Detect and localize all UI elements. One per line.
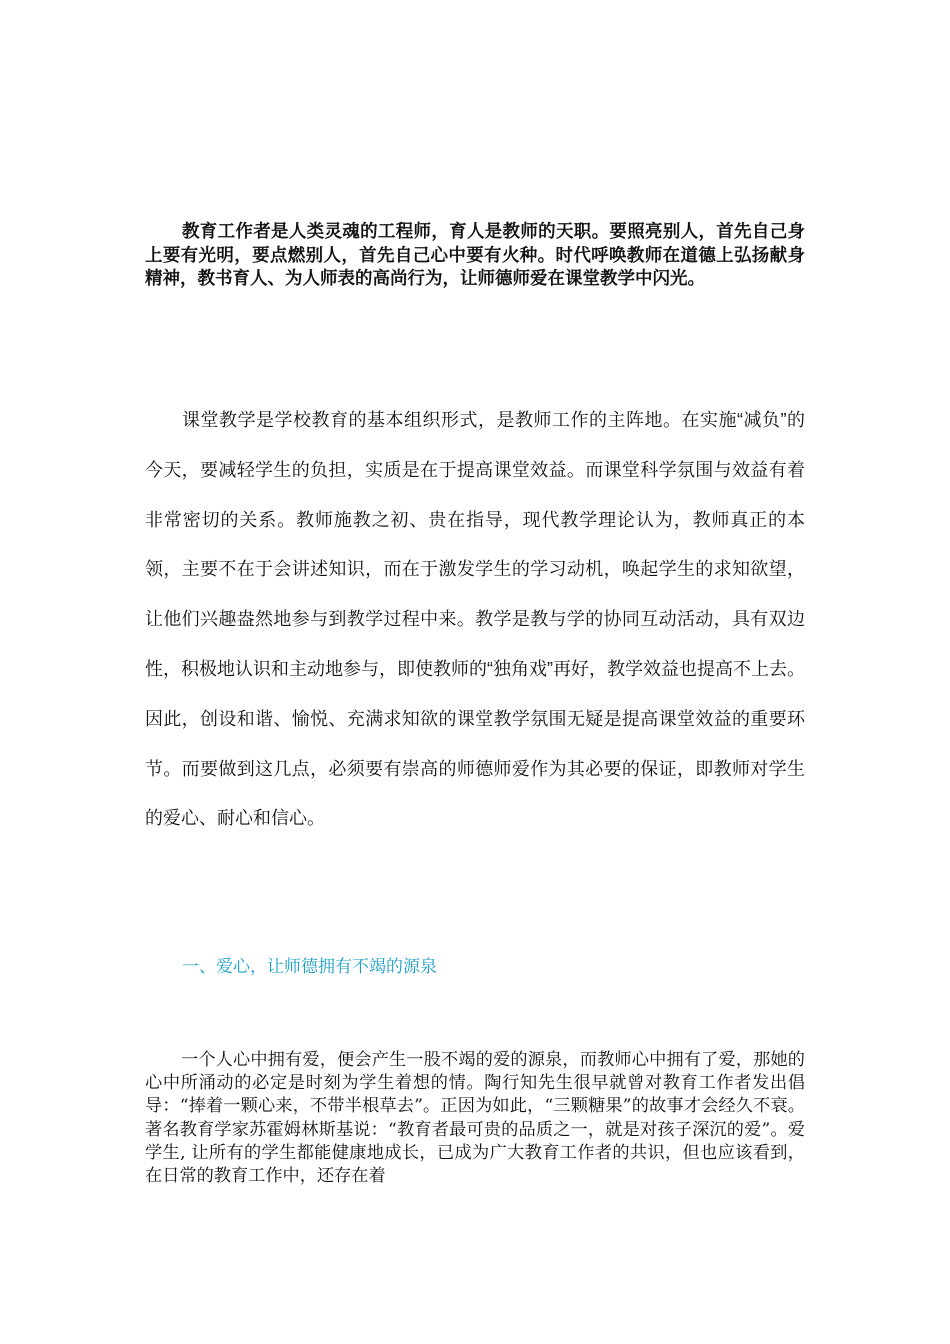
intro-paragraph: 教育工作者是人类灵魂的工程师，育人是教师的天职。要照亮别人，首先自己身上要有光明，要点燃别人，首先自己心中要有火种。时代呼唤教师在道德上弘扬献身精神，教书育人、为人师表的高尚行为，让师德师爱在课堂教学中闪光。 [145,222,805,289]
body-paragraph: 课堂教学是学校教育的基本组织形式，是教师工作的主阵地。在实施“减负”的今天，要减轻学生的负担，实质是在于提高课堂效益。而课堂科学氛围与效益有着非常密切的关系。教师施教之初、贵在指导，现代教学理论认为，教师真正的本领，主要不在于会讲述知识，而在于激发学生的学习动机，唤起学生的求知欲望，让他们兴趣盎然地参与到教学过程中来。教学是教与学的协同互动活动，具有双边性，积极地认识和主动地参与，即使教师的“独角戏”再好，教学效益也提高不上去。因此，创设和谐、愉悦、充满求知欲的课堂教学氛围无疑是提高课堂效益的重要环节。而要做到这几点，必须要有崇高的师德师爱作为其必要的保证，即教师对学生的爱心、耐心和信心。 [145,410,805,829]
section-heading: 一、爱心，让师德拥有不竭的源泉 [182,957,437,977]
section-paragraph: 一个人心中拥有爱，便会产生一股不竭的爱的源泉，而教师心中拥有了爱，那她的心中所涌动的必定是时刻为学生着想的情。陶行知先生很早就曾对教育工作者发出倡导：“捧着一颗心来，不带半根草去”。正因为如此，“三颗糖果”的故事才会经久不衰。著名教育学家苏霍姆林斯基说：“教育者最可贵的品质之一，就是对孩子深沉的爱”。爱学生, 让所有的学生都能健康地成长，已成为广大教育工作者的共识，但也应该看到，在日常的教育工作中，还存在着 [145,1050,805,1187]
